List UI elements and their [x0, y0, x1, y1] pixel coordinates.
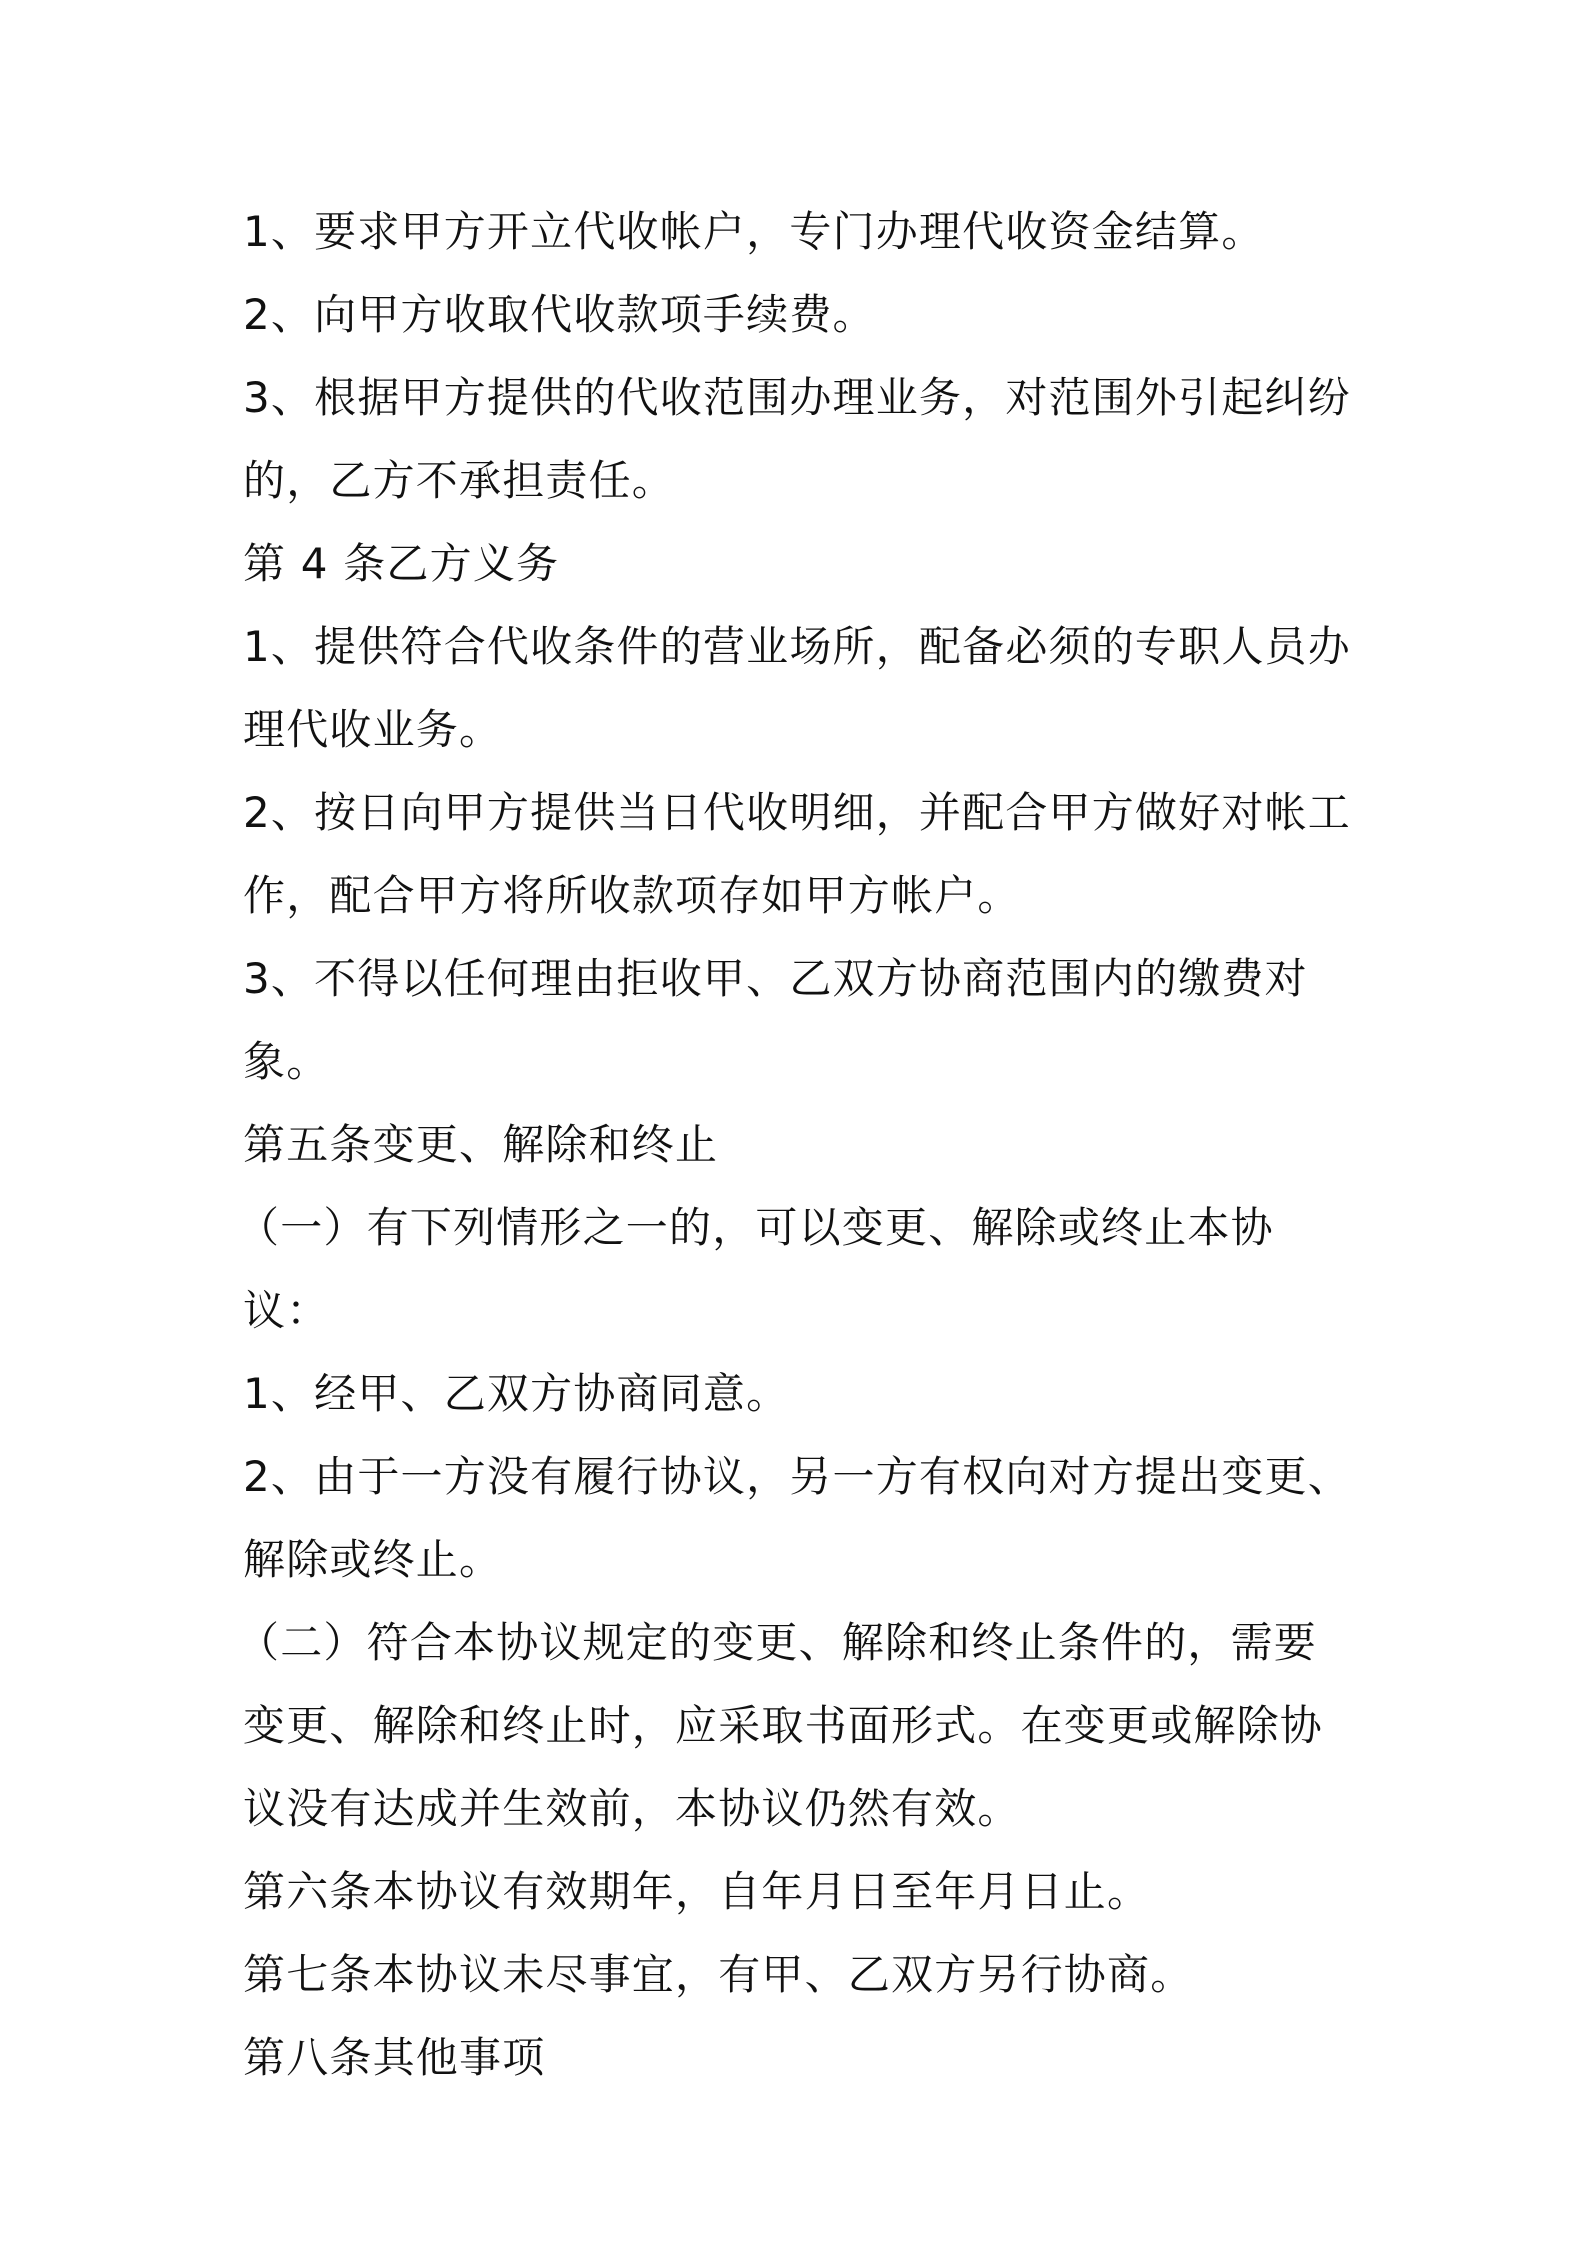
paragraph-clause-3-item-1: 1、要求甲方开立代收帐户，专门办理代收资金结算。 — [243, 207, 1265, 256]
paragraph-article-5-section-2: （二）符合本协议规定的变更、解除和终止条件的，需要变更、解除和终止时，应采取书面形式。在变更或解除协议没有达成并生效前，本协议仍然有效。 — [237, 1618, 1324, 1833]
paragraph-clause-3-item-3: 3、根据甲方提供的代收范围办理业务，对范围外引起纠纷的，乙方不承担责任。 — [243, 373, 1351, 505]
paragraph-clause-3-item-2: 2、向甲方收取代收款项手续费。 — [243, 290, 876, 339]
paragraph-article-4-item-3: 3、不得以任何理由拒收甲、乙双方协商范围内的缴费对象。 — [243, 954, 1308, 1086]
document-body — [237, 190, 1353, 2099]
heading-article-5: 第五条变更、解除和终止 — [243, 1120, 719, 1169]
heading-article-8: 第八条其他事项 — [243, 2033, 546, 2082]
paragraph-article-5-section-1: （一）有下列情形之一的，可以变更、解除或终止本协议： — [237, 1203, 1274, 1335]
paragraph-article-5-item-2: 2、由于一方没有履行协议，另一方有权向对方提出变更、解除或终止。 — [243, 1452, 1351, 1584]
paragraph-article-4-item-1: 1、提供符合代收条件的营业场所，配备必须的专职人员办理代收业务。 — [243, 622, 1351, 754]
paragraph-article-5-item-1: 1、经甲、乙双方协商同意。 — [243, 1369, 790, 1418]
paragraph-article-6: 第六条本协议有效期年，自年月日至年月日止。 — [243, 1867, 1151, 1916]
heading-article-4: 第 4 条乙方义务 — [243, 539, 560, 588]
paragraph-article-7: 第七条本协议未尽事宜，有甲、乙双方另行协商。 — [243, 1950, 1194, 1999]
paragraph-article-4-item-2: 2、按日向甲方提供当日代收明细，并配合甲方做好对帐工作，配合甲方将所收款项存如甲方帐户。 — [243, 788, 1351, 920]
